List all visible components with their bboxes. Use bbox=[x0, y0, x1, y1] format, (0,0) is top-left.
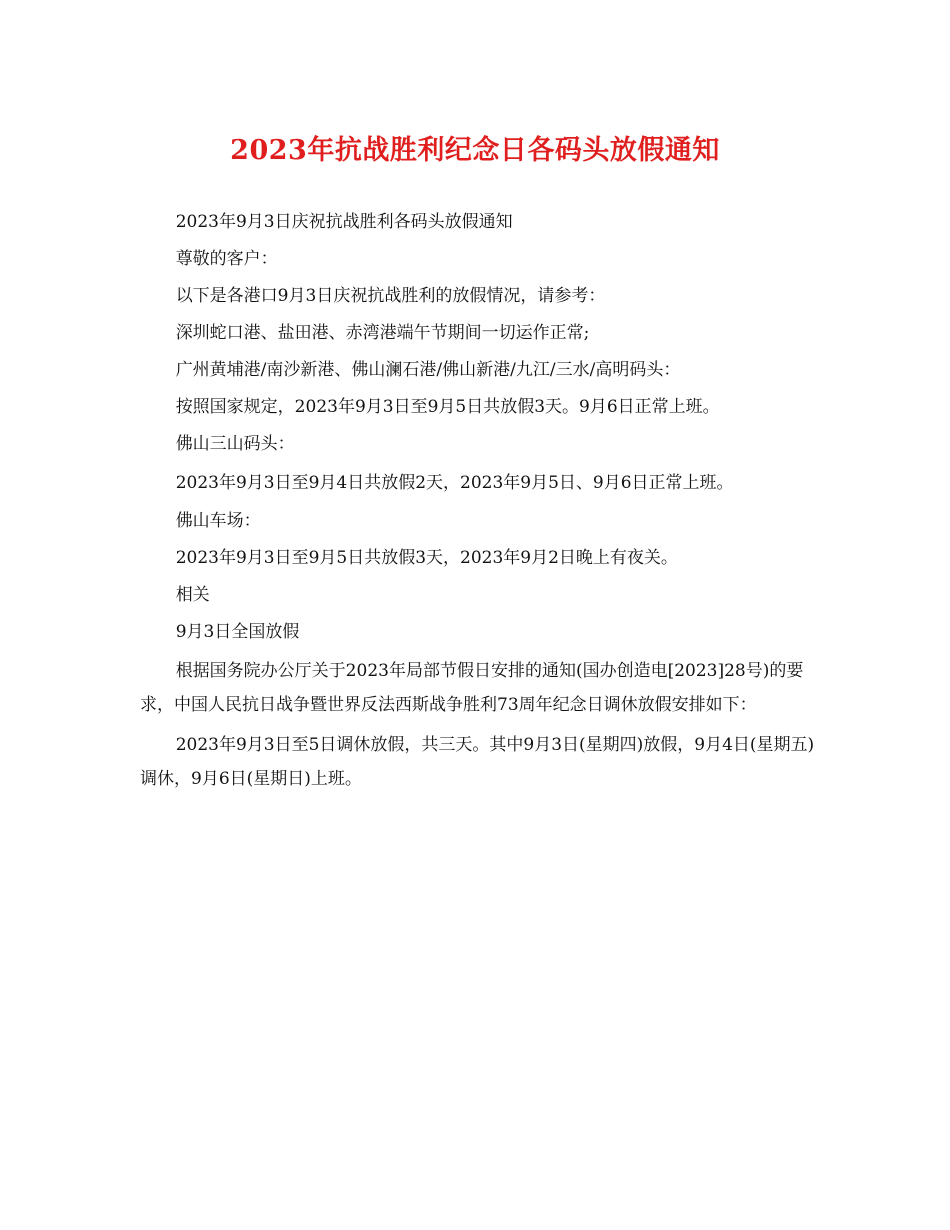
paragraph-related: 相关 bbox=[175, 585, 210, 605]
document-body bbox=[140, 207, 815, 802]
paragraph-state-council-notice: 根据国务院办公厅关于2023年局部节假日安排的通知(国办创造电[2023]28号)的要求，中国人民抗日战争暨世界反法西斯战争胜利73周年纪念日调休放假安排如下： bbox=[140, 661, 804, 715]
paragraph-guangzhou-ports: 广州黄埔港/南沙新港、佛山澜石港/佛山新港/九江/三水/高明码头： bbox=[175, 360, 681, 380]
document-title: 2023年抗战胜利纪念日各码头放假通知 bbox=[230, 135, 720, 166]
paragraph-salutation: 尊敬的客户： bbox=[175, 249, 278, 269]
paragraph-foshan-yard-schedule: 2023年9月3日至9月5日共放假3天，2023年9月2日晚上有夜关。 bbox=[175, 548, 678, 568]
paragraph-foshan-yard: 佛山车场： bbox=[175, 511, 261, 531]
paragraph-shenzhen-ports: 深圳蛇口港、盐田港、赤湾港端午节期间一切运作正常; bbox=[175, 323, 590, 343]
paragraph-sanshan-terminal: 佛山三山码头： bbox=[175, 434, 295, 454]
paragraph-sanshan-schedule: 2023年9月3日至9月4日共放假2天，2023年9月5日、9月6日正常上班。 bbox=[175, 473, 734, 493]
paragraph-intro: 以下是各港口9月3日庆祝抗战胜利的放假情况，请参考： bbox=[175, 286, 606, 306]
paragraph-holiday-arrangement: 2023年9月3日至5日调休放假，共三天。其中9月3日(星期四)放假，9月4日(星期五)调休，9月6日(星期日)上班。 bbox=[140, 735, 815, 789]
paragraph-guangzhou-schedule: 按照国家规定，2023年9月3日至9月5日共放假3天。9月6日正常上班。 bbox=[175, 397, 720, 417]
paragraph-national-holiday: 9月3日全国放假 bbox=[175, 622, 300, 642]
paragraph-notice-heading: 2023年9月3日庆祝抗战胜利各码头放假通知 bbox=[175, 212, 513, 232]
